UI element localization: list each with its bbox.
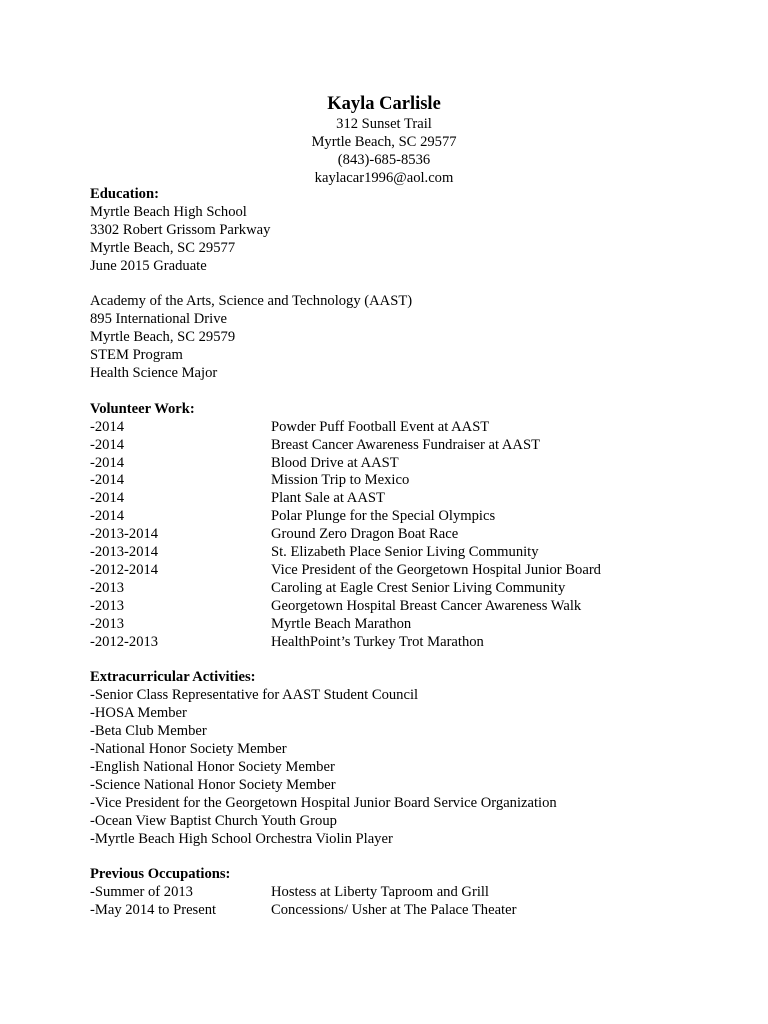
volunteer-row <box>90 526 730 544</box>
volunteer-year: -2013 <box>90 579 125 596</box>
volunteer-year: -2014 <box>90 508 125 525</box>
phone-number: (843)-685-8536 <box>337 151 431 168</box>
volunteer-row <box>90 544 730 562</box>
occupation-period: -Summer of 2013 <box>90 884 193 901</box>
volunteer-year: -2012-2014 <box>90 562 159 578</box>
school-line: 895 International Drive <box>90 311 227 328</box>
volunteer-year: -2013-2014 <box>90 544 159 561</box>
volunteer-row <box>90 562 730 580</box>
resume-body <box>90 186 730 920</box>
volunteer-activity: Mission Trip to Mexico <box>271 472 410 489</box>
extracurricular-item: -HOSA Member <box>90 705 187 722</box>
education-school-1 <box>90 204 730 276</box>
school-line: STEM Program <box>90 347 183 364</box>
school-line: June 2015 Graduate <box>90 257 207 274</box>
volunteer-heading: Volunteer Work: <box>90 400 195 417</box>
school-line: Myrtle Beach, SC 29579 <box>90 329 236 346</box>
extracurricular-heading: Extracurricular Activities: <box>90 669 256 686</box>
volunteer-year: -2014 <box>90 418 125 435</box>
volunteer-year: -2013 <box>90 597 125 614</box>
school-line: Health Science Major <box>90 365 218 382</box>
applicant-name: Kayla Carlisle <box>327 94 441 114</box>
extracurricular-list <box>90 687 730 848</box>
extracurricular-item: -Ocean View Baptist Church Youth Group <box>90 812 337 829</box>
volunteer-year: -2012-2013 <box>90 633 159 650</box>
contact-header <box>0 92 768 188</box>
volunteer-row <box>90 634 730 652</box>
occupations-heading: Previous Occupations: <box>90 866 231 883</box>
volunteer-activity: HealthPoint’s Turkey Trot Marathon <box>271 633 484 650</box>
email-address: kaylacar1996@aol.com <box>314 169 454 186</box>
volunteer-row <box>90 472 730 490</box>
school-line: Myrtle Beach, SC 29577 <box>90 239 236 256</box>
volunteer-year: -2014 <box>90 454 125 471</box>
extracurricular-item: -National Honor Society Member <box>90 741 287 758</box>
street-address: 312 Sunset Trail <box>336 116 432 132</box>
volunteer-row <box>90 598 730 616</box>
extracurricular-item: -Beta Club Member <box>90 723 207 740</box>
extracurricular-item: -Myrtle Beach High School Orchestra Violin Player <box>90 830 393 847</box>
spacer <box>90 383 730 401</box>
occupations-list <box>90 884 730 920</box>
spacer <box>90 652 730 670</box>
volunteer-year: -2013-2014 <box>90 526 159 543</box>
occupation-job: Concessions/ Usher at The Palace Theater <box>271 902 517 919</box>
volunteer-year: -2014 <box>90 490 125 507</box>
volunteer-row <box>90 419 730 437</box>
extracurricular-item: -English National Honor Society Member <box>90 758 335 775</box>
volunteer-activity: Caroling at Eagle Crest Senior Living Community <box>271 579 566 596</box>
volunteer-activity: Plant Sale at AAST <box>271 490 385 507</box>
extracurricular-item: -Senior Class Representative for AAST Student Council <box>90 687 419 704</box>
occupation-row <box>90 902 730 920</box>
occupation-period: -May 2014 to Present <box>90 902 217 919</box>
spacer <box>90 276 730 294</box>
volunteer-activity: Georgetown Hospital Breast Cancer Awareness Walk <box>271 597 582 614</box>
volunteer-activity: Polar Plunge for the Special Olympics <box>271 508 496 525</box>
volunteer-row <box>90 437 730 455</box>
education-heading: Education: <box>90 186 159 202</box>
volunteer-year: -2013 <box>90 615 125 632</box>
volunteer-activity: Breast Cancer Awareness Fundraiser at AAST <box>271 436 540 453</box>
extracurricular-item: -Science National Honor Society Member <box>90 776 336 793</box>
volunteer-activity: Ground Zero Dragon Boat Race <box>271 526 459 543</box>
volunteer-list <box>90 419 730 652</box>
school-line: Academy of the Arts, Science and Technology (AAST) <box>90 293 413 310</box>
volunteer-row <box>90 455 730 473</box>
volunteer-activity: Vice President of the Georgetown Hospital Junior Board <box>271 562 601 578</box>
volunteer-row <box>90 616 730 634</box>
extracurricular-item: -Vice President for the Georgetown Hospital Junior Board Service Organization <box>90 794 557 811</box>
volunteer-activity: Blood Drive at AAST <box>271 454 399 471</box>
education-school-2 <box>90 293 730 383</box>
spacer <box>90 848 730 866</box>
volunteer-activity: St. Elizabeth Place Senior Living Community <box>271 544 539 561</box>
volunteer-year: -2014 <box>90 472 125 489</box>
city-state-zip: Myrtle Beach, SC 29577 <box>311 133 457 150</box>
volunteer-activity: Myrtle Beach Marathon <box>271 615 412 632</box>
occupation-job: Hostess at Liberty Taproom and Grill <box>271 884 489 901</box>
school-line: Myrtle Beach High School <box>90 203 247 220</box>
volunteer-row <box>90 580 730 598</box>
volunteer-year: -2014 <box>90 436 125 453</box>
occupation-row <box>90 884 730 902</box>
volunteer-row <box>90 490 730 508</box>
volunteer-row <box>90 508 730 526</box>
volunteer-activity: Powder Puff Football Event at AAST <box>271 418 490 435</box>
school-line: 3302 Robert Grissom Parkway <box>90 221 271 238</box>
